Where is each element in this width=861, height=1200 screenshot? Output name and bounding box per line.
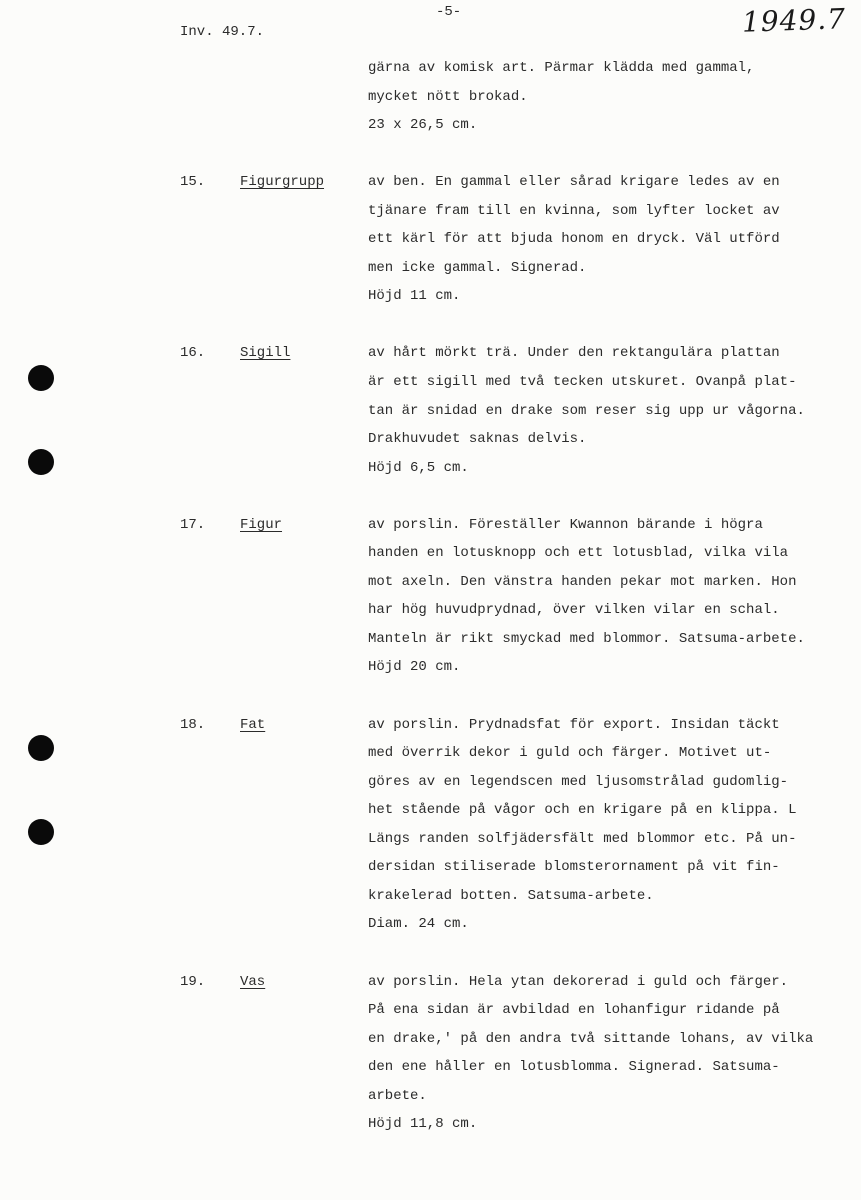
description-line: het stående på vågor och en krigare på en klippa. L (368, 802, 797, 819)
description-line: tan är snidad en drake som reser sig upp ur vågorna. (368, 402, 805, 419)
description-line: har hög huvudprydnad, över vilken vilar en schal. (368, 602, 780, 619)
description-line: Drakhuvudet saknas delvis. (368, 431, 587, 448)
description-line: den ene håller en lotusblomma. Signerad. Satsuma- (368, 1059, 780, 1076)
inventory-number: Inv. 49.7. (180, 24, 265, 40)
description-line: tjänare fram till en kvinna, som lyfter locket av (368, 202, 780, 219)
catalog-entry (0, 968, 861, 1139)
description-line: av porslin. Föreställer Kwannon bärande i högra (368, 516, 763, 533)
description-line: göres av en legendscen med ljusomstrålad gudomlig- (368, 773, 789, 790)
entry-title: Figurgrupp (240, 174, 325, 191)
catalog-entry (0, 711, 861, 939)
catalog-body (0, 54, 861, 1139)
description-line: På ena sidan är avbildad en lohanfigur ridande på (368, 1002, 780, 1019)
description-line: av ben. En gammal eller sårad krigare ledes av en (368, 174, 780, 191)
entry-number: 17. (180, 516, 206, 533)
entry-title-cell (240, 168, 368, 311)
description-line: av porslin. Hela ytan dekorerad i guld och färger. (368, 973, 789, 990)
continued-description (368, 54, 861, 140)
description-line: Höjd 6,5 cm. (368, 459, 469, 476)
description-line: Manteln är rikt smyckad med blommor. Satsuma-arbete. (368, 630, 805, 647)
description-line: arbete. (368, 1087, 427, 1104)
entry-description (368, 168, 780, 311)
description-line: Längs randen solfjädersfält med blommor etc. På un- (368, 830, 797, 847)
description-line: mycket nött brokad. (368, 88, 528, 105)
description-line: en drake,' på den andra två sittande lohans, av vilka (368, 1030, 814, 1047)
entry-description (368, 511, 805, 682)
description-line: med överrik dekor i guld och färger. Motivet ut- (368, 745, 772, 762)
description-line: Höjd 20 cm. (368, 659, 461, 676)
description-line: krakelerad botten. Satsuma-arbete. (368, 887, 654, 904)
entry-number: 16. (180, 345, 206, 362)
catalog-entry (0, 339, 861, 482)
entry-description (368, 968, 813, 1139)
entry-title-cell (240, 511, 368, 682)
description-line: Diam. 24 cm. (368, 916, 469, 933)
description-line: ett kärl för att bjuda honom en dryck. Väl utförd (368, 231, 780, 248)
handwritten-inventory-number: 1949.7 (741, 2, 847, 39)
entry-title-cell (240, 968, 368, 1139)
entry-number: 15. (180, 174, 206, 191)
entry-title: Vas (240, 973, 266, 990)
description-line: mot axeln. Den vänstra handen pekar mot marken. Hon (368, 573, 797, 590)
entry-description (368, 711, 796, 939)
description-line: 23 x 26,5 cm. (368, 117, 478, 134)
description-line: handen en lotusknopp och ett lotusblad, vilka vila (368, 545, 789, 562)
description-line: av hårt mörkt trä. Under den rektangulära plattan (368, 345, 780, 362)
entry-title: Figur (240, 516, 283, 533)
description-line: dersidan stiliserade blomsterornament på vit fin- (368, 859, 780, 876)
entry-title: Fat (240, 716, 266, 733)
description-line: är ett sigill med två tecken utskuret. Ovanpå plat- (368, 374, 797, 391)
page-number: -5- (436, 4, 462, 20)
description-line: av porslin. Prydnadsfat för export. Insidan täckt (368, 716, 780, 733)
catalog-entry (0, 511, 861, 682)
catalog-entry (0, 168, 861, 311)
entry-number: 18. (180, 716, 206, 733)
entry-title-cell (240, 711, 368, 939)
description-line: men icke gammal. Signerad. (368, 259, 587, 276)
entry-title: Sigill (240, 345, 291, 362)
description-line: Höjd 11,8 cm. (368, 1116, 478, 1133)
description-line: gärna av komisk art. Pärmar klädda med gammal, (368, 60, 755, 76)
entry-number: 19. (180, 973, 206, 990)
entry-description (368, 339, 805, 482)
description-line: Höjd 11 cm. (368, 288, 461, 305)
entry-title-cell (240, 339, 368, 482)
